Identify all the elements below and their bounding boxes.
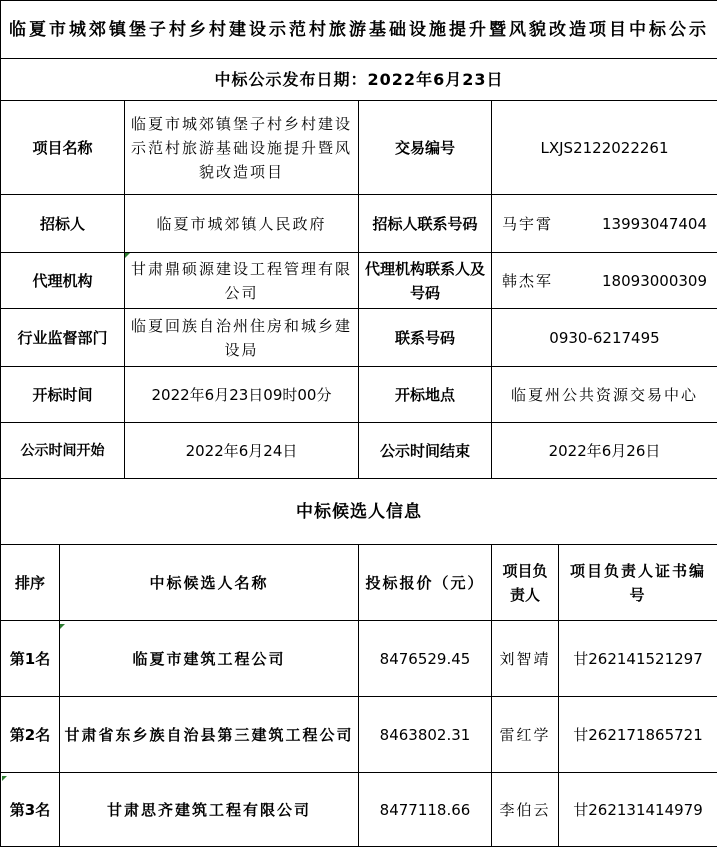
table-row [1, 697, 717, 773]
agency-contact-phone: 18093000309 [602, 271, 707, 290]
header-manager: 项目负责人 [492, 545, 559, 621]
header-name: 中标候选人名称 [60, 545, 359, 621]
row-cert: 甘262141521297 [559, 621, 717, 697]
project-name-value: 临夏市城郊镇堡子村乡村建设示范村旅游基础设施提升暨风貌改造项目 [125, 101, 359, 195]
header-rank: 排序 [1, 545, 60, 621]
row-candidate-name: 甘肃思齐建筑工程有限公司 [60, 773, 359, 847]
table-row [1, 773, 717, 847]
row-price: 8476529.45 [359, 621, 492, 697]
agency-contact-cell [492, 253, 717, 309]
agency-contact-label: 代理机构联系人及号码 [359, 253, 492, 309]
agency-value: 甘肃鼎硕源建设工程管理有限公司 [125, 253, 359, 309]
row-candidate-name: 临夏市建筑工程公司 [60, 621, 359, 697]
notice-end-label: 公示时间结束 [359, 423, 492, 479]
open-place-value: 临夏州公共资源交易中心 [492, 367, 717, 423]
open-place-label: 开标地点 [359, 367, 492, 423]
tenderer-contact-label: 招标人联系号码 [359, 195, 492, 253]
row-price: 8477118.66 [359, 773, 492, 847]
comment-marker-icon [60, 624, 65, 629]
notice-start-value: 2022年6月24日 [125, 423, 359, 479]
row-price: 8463802.31 [359, 697, 492, 773]
row-cert: 甘262131414979 [559, 773, 717, 847]
contact-label: 联系号码 [359, 309, 492, 367]
tenderer-value: 临夏市城郊镇人民政府 [125, 195, 359, 253]
agency-contact-name: 韩杰军 [502, 271, 554, 290]
project-name-label: 项目名称 [1, 101, 125, 195]
tenderer-label: 招标人 [1, 195, 125, 253]
tenderer-contact-cell [492, 195, 717, 253]
agency-label: 代理机构 [1, 253, 125, 309]
notice-end-value: 2022年6月26日 [492, 423, 717, 479]
row-cert: 甘262171865721 [559, 697, 717, 773]
comment-marker-icon [2, 776, 7, 781]
supervisor-label: 行业监督部门 [1, 309, 125, 367]
trade-no-value: LXJS2122022261 [492, 101, 717, 195]
trade-no-label: 交易编号 [359, 101, 492, 195]
candidates-section-title: 中标候选人信息 [1, 479, 717, 545]
comment-marker-icon [125, 253, 130, 258]
notice-start-label: 公示时间开始 [1, 423, 125, 479]
tenderer-contact-name: 马宇霄 [502, 214, 554, 233]
row-rank: 第3名 [1, 773, 60, 847]
row-manager: 李伯云 [492, 773, 559, 847]
open-time-value: 2022年6月23日09时00分 [125, 367, 359, 423]
row-rank: 第2名 [1, 697, 60, 773]
contact-value: 0930-6217495 [492, 309, 717, 367]
open-time-label: 开标时间 [1, 367, 125, 423]
row-manager: 雷红学 [492, 697, 559, 773]
row-manager: 刘智靖 [492, 621, 559, 697]
publish-date: 中标公示发布日期：2022年6月23日 [1, 59, 717, 101]
row-candidate-name: 甘肃省东乡族自治县第三建筑工程公司 [60, 697, 359, 773]
supervisor-value: 临夏回族自治州住房和城乡建设局 [125, 309, 359, 367]
page-title: 临夏市城郊镇堡子村乡村建设示范村旅游基础设施提升暨风貌改造项目中标公示 [1, 1, 717, 59]
table-row [1, 621, 717, 697]
tenderer-contact-phone: 13993047404 [602, 214, 707, 233]
row-rank: 第1名 [1, 621, 60, 697]
header-price: 投标报价（元） [359, 545, 492, 621]
header-cert: 项目负责人证书编号 [559, 545, 717, 621]
